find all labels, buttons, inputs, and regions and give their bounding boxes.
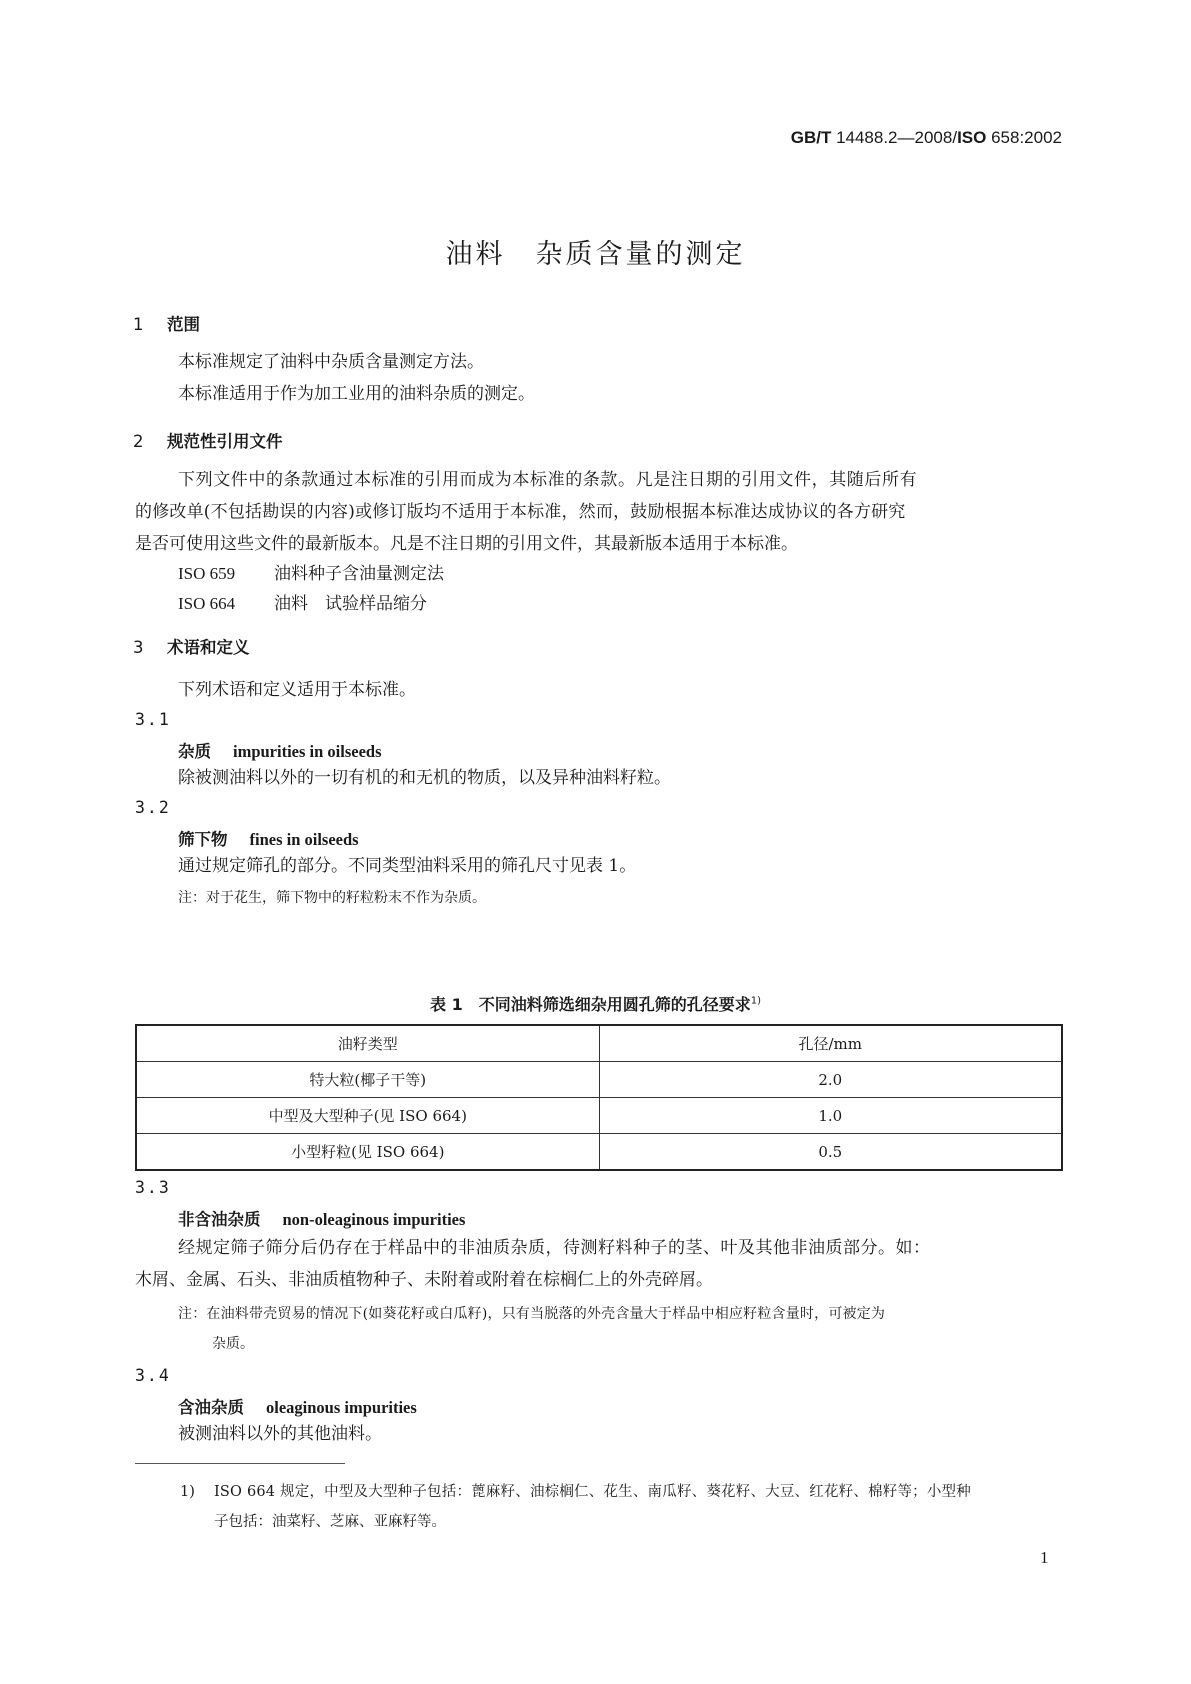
term-number: 3.3 (135, 1178, 171, 1197)
column-header: 孔径/mm (599, 1025, 1062, 1062)
footnote-marker: 1) (180, 1484, 195, 1500)
reference-title: 油料种子含油量测定法 (274, 564, 444, 584)
table-caption-text: 表 1 不同油料筛选细杂用圆孔筛的孔径要求 (430, 995, 751, 1014)
column-header: 油籽类型 (136, 1025, 599, 1062)
footnote-marker: 1) (750, 995, 761, 1007)
section-title: 范围 (167, 315, 200, 334)
section-3-heading (133, 634, 250, 658)
reference-item (178, 558, 444, 590)
page-title: 油料 杂质含量的测定 (445, 239, 746, 270)
term-note-line-2: 杂质。 (212, 1336, 254, 1352)
s2-paragraph-line-1: 下列文件中的条款通过本标准的引用而成为本标准的条款。凡是注日期的引用文件，其随后所有 (178, 470, 918, 490)
footnote-line-1: ISO 664 规定，中型及大型种子包括：蓖麻籽、油棕榈仁、花生、南瓜籽、葵花籽、大豆、红花籽、棉籽等；小型种 (214, 1484, 971, 1500)
s1-paragraph-1: 本标准规定了油料中杂质含量测定方法。 (178, 352, 484, 372)
term-zh: 筛下物 (178, 830, 228, 849)
term-zh: 杂质 (178, 742, 211, 761)
table-header-row (136, 1025, 1062, 1062)
reference-item (178, 588, 427, 620)
term-number: 3.1 (135, 710, 171, 729)
term-en: non-oleaginous impurities (282, 1210, 466, 1229)
table-cell: 特大粒(椰子干等) (136, 1062, 599, 1098)
page-number: 1 (1040, 1548, 1049, 1567)
code-iso-number: 658:2002 (991, 128, 1062, 147)
code-number: 14488.2—2008/ (836, 128, 958, 147)
term-heading (178, 826, 359, 850)
code-gb: GB/T (790, 128, 832, 147)
s3-intro: 下列术语和定义适用于本标准。 (178, 680, 416, 700)
section-title: 规范性引用文件 (167, 432, 283, 451)
section-1-heading (133, 311, 200, 335)
table-cell: 0.5 (599, 1134, 1062, 1171)
standard-code (0, 128, 1062, 148)
table-cell: 小型籽粒(见 ISO 664) (136, 1134, 599, 1171)
footnote-line-2: 子包括：油菜籽、芝麻、亚麻籽等。 (214, 1514, 446, 1530)
term-number: 3.4 (135, 1366, 171, 1385)
section-number: 2 (133, 432, 144, 451)
reference-code: ISO 664 (178, 594, 236, 613)
section-2-heading (133, 428, 283, 452)
table-row (136, 1098, 1062, 1134)
term-en: oleaginous impurities (266, 1398, 417, 1417)
s2-paragraph-line-2: 的修改单(不包括勘误的内容)或修订版均不适用于本标准，然而，鼓励根据本标准达成协议的各方研究 (135, 502, 906, 522)
term-definition-line-2: 木屑、金属、石头、非油质植物种子、未附着或附着在棕榈仁上的外壳碎屑。 (135, 1270, 713, 1290)
term-heading (178, 1394, 417, 1418)
term-heading (178, 738, 382, 762)
term-note: 注：对于花生，筛下物中的籽粒粉末不作为杂质。 (178, 890, 486, 906)
term-en: fines in oilseeds (249, 830, 359, 849)
s2-paragraph-line-3: 是否可使用这些文件的最新版本。凡是不注日期的引用文件，其最新版本适用于本标准。 (135, 534, 798, 554)
section-title: 术语和定义 (167, 638, 250, 657)
table-row (136, 1062, 1062, 1098)
table-caption (0, 992, 1191, 1015)
term-definition: 被测油料以外的其他油料。 (178, 1424, 382, 1444)
term-number: 3.2 (135, 798, 171, 817)
table-cell: 2.0 (599, 1062, 1062, 1098)
term-heading (178, 1206, 465, 1230)
table-cell: 1.0 (599, 1098, 1062, 1134)
reference-title: 油料 试验样品缩分 (274, 594, 427, 614)
term-en: impurities in oilseeds (233, 742, 382, 761)
footnote-divider (135, 1463, 345, 1464)
code-iso: ISO (957, 128, 987, 147)
table-cell: 中型及大型种子(见 ISO 664) (136, 1098, 599, 1134)
term-note-line-1: 注：在油料带壳贸易的情况下(如葵花籽或白瓜籽)，只有当脱落的外壳含量大于样品中相应籽粒含量时，可被定为 (178, 1306, 886, 1322)
term-definition: 除被测油料以外的一切有机的和无机的物质，以及异种油料籽粒。 (178, 768, 671, 788)
term-definition-line-1: 经规定筛子筛分后仍存在于样品中的非油质杂质，待测籽料种子的茎、叶及其他非油质部分。如： (178, 1238, 931, 1258)
s1-paragraph-2: 本标准适用于作为加工业用的油料杂质的测定。 (178, 384, 535, 404)
sieve-table (135, 1024, 1063, 1171)
section-number: 3 (133, 638, 144, 657)
term-zh: 含油杂质 (178, 1398, 244, 1417)
reference-code: ISO 659 (178, 564, 236, 583)
table-row (136, 1134, 1062, 1171)
term-definition: 通过规定筛孔的部分。不同类型油料采用的筛孔尺寸见表 1。 (178, 856, 637, 876)
section-number: 1 (133, 315, 144, 334)
term-zh: 非含油杂质 (178, 1210, 261, 1229)
